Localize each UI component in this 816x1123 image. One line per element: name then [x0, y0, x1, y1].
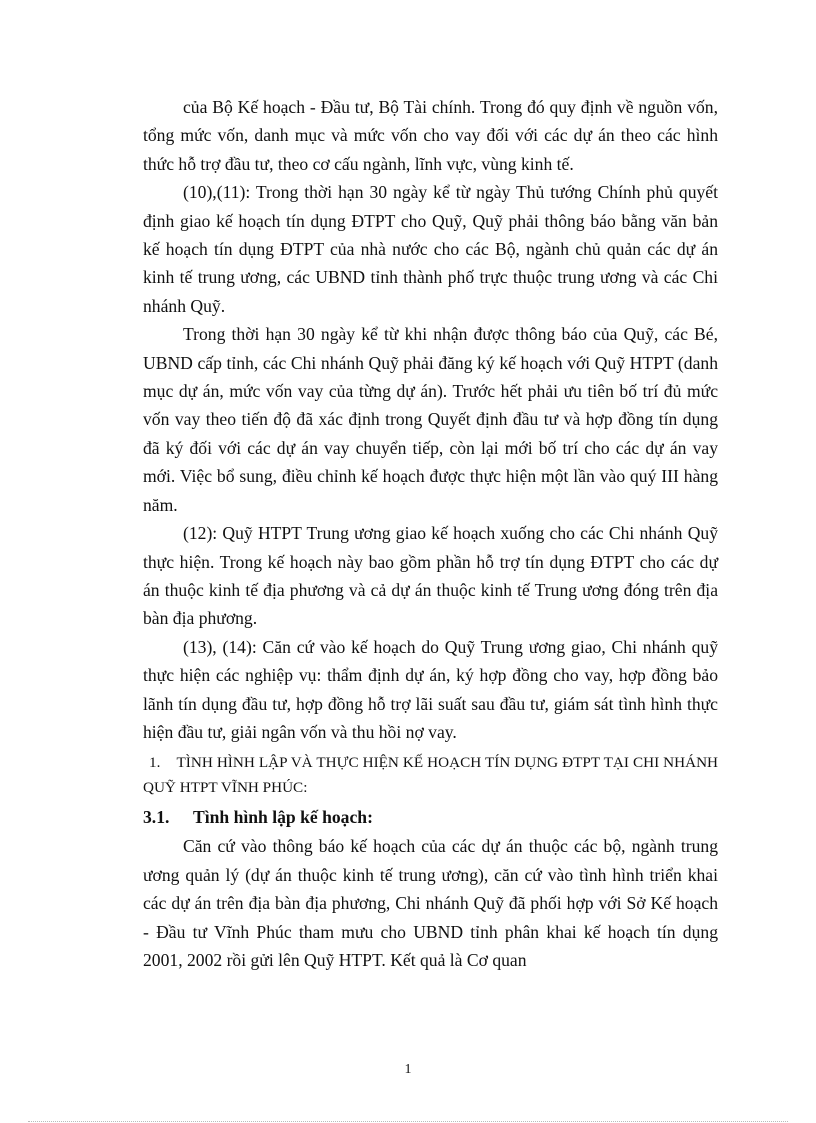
paragraph-10-11: (10),(11): Trong thời hạn 30 ngày kể từ ngày Thủ tướng Chính phủ quyết định giao kế hoạch tín dụng ĐTPT cho Quỹ, Quỹ phải thông báo bằng văn bản kế hoạch tín dụng ĐTPT của nhà nước cho các Bộ, ngành chủ quản các dự án kinh tế trung ương, các UBND tỉnh thành phố trực thuộc trung ương và các Chi nhánh Quỹ.	[143, 182, 718, 316]
paragraph-13-14: (13), (14): Căn cứ vào kế hoạch do Quỹ Trung ương giao, Chi nhánh quỹ thực hiện các nghiệp vụ: thẩm định dự án, ký hợp đồng cho vay, hợp đồng bảo lãnh tín dụng đầu tư, hợp đồng hỗ trợ lãi suất sau đầu tư, giám sát tình hình thực hiện đầu tư, giải ngân vốn và thu hồi nợ vay.	[143, 636, 718, 742]
document-page	[143, 93, 718, 974]
subsection-heading-text: Tình hình lập kế hoạch:	[193, 807, 373, 828]
section-heading-text: TÌNH HÌNH LẬP VÀ THỰC HIỆN KẾ HOẠCH TÍN DỤNG ĐTPT TẠI CHI NHÁNH QUỸ HTPT VĨNH PHÚC:	[143, 754, 719, 797]
paragraph-registration: Trong thời hạn 30 ngày kể từ khi nhận được thông báo của Quỹ, các Bé, UBND cấp tỉnh, các Chi nhánh Quỹ phải đăng ký kế hoạch với Quỹ HTPT (danh mục dự án, mức vốn vay của từng dự án). Trước hết phải ưu tiên bố trí đủ mức vốn vay theo tiến độ đã xác định trong Quyết định đầu tư và hợp đồng tín dụng đã ký đối với các dự án vay chuyển tiếp, còn lại mới bố trí cho các dự án vay mới. Việc bổ sung, điều chỉnh kế hoạch được thực hiện một lần vào quý III hàng năm.	[143, 324, 718, 515]
paragraph-12: (12): Quỹ HTPT Trung ương giao kế hoạch xuống cho các Chi nhánh Quỹ thực hiện. Trong kế hoạch này bao gồm phần hỗ trợ tín dụng ĐTPT cho các dự án thuộc kinh tế địa phương và cả dự án thuộc kinh tế Trung ương đóng trên địa bàn địa phương.	[143, 523, 718, 629]
section-heading-number: 1.	[149, 754, 161, 772]
subsection-heading	[143, 802, 718, 832]
section-heading	[143, 750, 718, 800]
subsection-heading-number: 3.1.	[143, 807, 170, 828]
footer-divider	[28, 1121, 788, 1122]
paragraph-continuation: của Bộ Kế hoạch - Đầu tư, Bộ Tài chính. Trong đó quy định về nguồn vốn, tổng mức vốn, danh mục và mức vốn cho vay đối với các dự án theo các hình thức hỗ trợ đầu tư, theo cơ cấu ngành, lĩnh vực, vùng kinh tế.	[143, 97, 718, 174]
page-number: 1	[404, 1062, 412, 1077]
paragraph-planning: Căn cứ vào thông báo kế hoạch của các dự án thuộc các bộ, ngành trung ương quản lý (dự án thuộc kinh tế trung ương), căn cứ vào tình hình triển khai các dự án trên địa bàn địa phương, Chi nhánh Quỹ đã phối hợp với Sở Kế hoạch - Đầu tư Vĩnh Phúc tham mưu cho UBND tỉnh phân khai kế hoạch tín dụng 2001, 2002 rồi gửi lên Quỹ HTPT. Kết quả là Cơ quan	[143, 836, 718, 970]
